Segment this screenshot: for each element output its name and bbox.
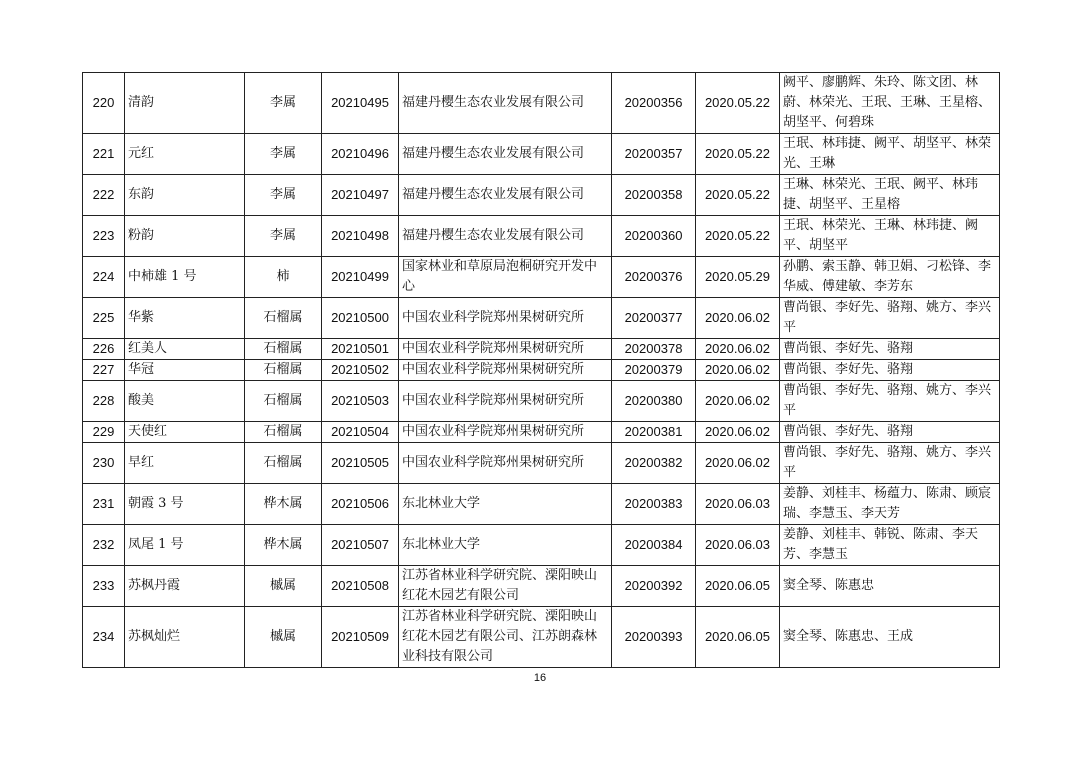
application-number-cell: 20200380 bbox=[612, 381, 696, 422]
variety-name-cell: 元红 bbox=[125, 134, 245, 175]
row-number-cell: 224 bbox=[83, 257, 125, 298]
application-date-cell: 2020.05.29 bbox=[696, 257, 780, 298]
application-date-cell: 2020.05.22 bbox=[696, 175, 780, 216]
row-number-cell: 233 bbox=[83, 566, 125, 607]
owner-cell: 中国农业科学院郑州果树研究所 bbox=[399, 443, 612, 484]
application-date-cell: 2020.05.22 bbox=[696, 73, 780, 134]
table-row bbox=[83, 525, 1000, 566]
owner-cell: 福建丹樱生态农业发展有限公司 bbox=[399, 175, 612, 216]
table-row bbox=[83, 216, 1000, 257]
variety-name-cell: 清韵 bbox=[125, 73, 245, 134]
registration-number-cell: 20210496 bbox=[322, 134, 399, 175]
breeders-cell: 王珉、林荣光、王琳、林玮捷、阙平、胡坚平 bbox=[780, 216, 1000, 257]
owner-cell: 国家林业和草原局泡桐研究开发中心 bbox=[399, 257, 612, 298]
owner-cell: 中国农业科学院郑州果树研究所 bbox=[399, 381, 612, 422]
breeders-cell: 窦全琴、陈惠忠 bbox=[780, 566, 1000, 607]
owner-cell: 中国农业科学院郑州果树研究所 bbox=[399, 360, 612, 381]
genus-cell: 石榴属 bbox=[245, 360, 322, 381]
registration-number-cell: 20210504 bbox=[322, 422, 399, 443]
breeders-cell: 曹尚银、李好先、骆翔 bbox=[780, 360, 1000, 381]
application-number-cell: 20200376 bbox=[612, 257, 696, 298]
table-row bbox=[83, 566, 1000, 607]
registration-number-cell: 20210503 bbox=[322, 381, 399, 422]
row-number-cell: 222 bbox=[83, 175, 125, 216]
registration-number-cell: 20210499 bbox=[322, 257, 399, 298]
genus-cell: 李属 bbox=[245, 175, 322, 216]
registration-number-cell: 20210505 bbox=[322, 443, 399, 484]
row-number-cell: 220 bbox=[83, 73, 125, 134]
owner-cell: 福建丹樱生态农业发展有限公司 bbox=[399, 216, 612, 257]
application-date-cell: 2020.06.02 bbox=[696, 443, 780, 484]
genus-cell: 桦木属 bbox=[245, 484, 322, 525]
owner-cell: 江苏省林业科学研究院、溧阳映山红花木园艺有限公司、江苏朗森林业科技有限公司 bbox=[399, 607, 612, 668]
variety-name-cell: 红美人 bbox=[125, 339, 245, 360]
variety-name-cell: 天使红 bbox=[125, 422, 245, 443]
row-number-cell: 221 bbox=[83, 134, 125, 175]
application-date-cell: 2020.05.22 bbox=[696, 216, 780, 257]
owner-cell: 江苏省林业科学研究院、溧阳映山红花木园艺有限公司 bbox=[399, 566, 612, 607]
registration-number-cell: 20210507 bbox=[322, 525, 399, 566]
table-row bbox=[83, 298, 1000, 339]
application-date-cell: 2020.06.05 bbox=[696, 607, 780, 668]
breeders-cell: 曹尚银、李好先、骆翔、姚方、李兴平 bbox=[780, 381, 1000, 422]
genus-cell: 石榴属 bbox=[245, 339, 322, 360]
variety-name-cell: 苏枫丹霞 bbox=[125, 566, 245, 607]
variety-name-cell: 早红 bbox=[125, 443, 245, 484]
table-row bbox=[83, 422, 1000, 443]
table-row bbox=[83, 134, 1000, 175]
genus-cell: 李属 bbox=[245, 134, 322, 175]
application-number-cell: 20200356 bbox=[612, 73, 696, 134]
application-number-cell: 20200377 bbox=[612, 298, 696, 339]
variety-name-cell: 华冠 bbox=[125, 360, 245, 381]
owner-cell: 福建丹樱生态农业发展有限公司 bbox=[399, 134, 612, 175]
table-row bbox=[83, 257, 1000, 298]
row-number-cell: 227 bbox=[83, 360, 125, 381]
registration-number-cell: 20210508 bbox=[322, 566, 399, 607]
varieties-table bbox=[82, 72, 1000, 668]
row-number-cell: 223 bbox=[83, 216, 125, 257]
table-row bbox=[83, 360, 1000, 381]
application-date-cell: 2020.06.05 bbox=[696, 566, 780, 607]
application-number-cell: 20200379 bbox=[612, 360, 696, 381]
application-number-cell: 20200360 bbox=[612, 216, 696, 257]
application-date-cell: 2020.06.02 bbox=[696, 381, 780, 422]
row-number-cell: 229 bbox=[83, 422, 125, 443]
owner-cell: 中国农业科学院郑州果树研究所 bbox=[399, 339, 612, 360]
breeders-cell: 王琳、林荣光、王珉、阙平、林玮捷、胡坚平、王星榕 bbox=[780, 175, 1000, 216]
breeders-cell: 姜静、刘桂丰、韩锐、陈肃、李天芳、李慧玉 bbox=[780, 525, 1000, 566]
owner-cell: 中国农业科学院郑州果树研究所 bbox=[399, 422, 612, 443]
registration-number-cell: 20210502 bbox=[322, 360, 399, 381]
row-number-cell: 228 bbox=[83, 381, 125, 422]
table-row bbox=[83, 484, 1000, 525]
variety-name-cell: 酸美 bbox=[125, 381, 245, 422]
application-date-cell: 2020.06.03 bbox=[696, 484, 780, 525]
breeders-cell: 曹尚银、李好先、骆翔 bbox=[780, 422, 1000, 443]
variety-name-cell: 苏枫灿烂 bbox=[125, 607, 245, 668]
row-number-cell: 226 bbox=[83, 339, 125, 360]
table-row bbox=[83, 73, 1000, 134]
registration-number-cell: 20210509 bbox=[322, 607, 399, 668]
registration-number-cell: 20210501 bbox=[322, 339, 399, 360]
row-number-cell: 234 bbox=[83, 607, 125, 668]
application-number-cell: 20200392 bbox=[612, 566, 696, 607]
application-date-cell: 2020.05.22 bbox=[696, 134, 780, 175]
genus-cell: 柿 bbox=[245, 257, 322, 298]
application-number-cell: 20200383 bbox=[612, 484, 696, 525]
variety-name-cell: 粉韵 bbox=[125, 216, 245, 257]
row-number-cell: 232 bbox=[83, 525, 125, 566]
genus-cell: 桦木属 bbox=[245, 525, 322, 566]
breeders-cell: 曹尚银、李好先、骆翔 bbox=[780, 339, 1000, 360]
breeders-cell: 孙鹏、索玉静、韩卫娟、刁松锋、李华威、傅建敏、李芳东 bbox=[780, 257, 1000, 298]
table-body bbox=[83, 73, 1000, 668]
variety-name-cell: 凤尾 1 号 bbox=[125, 525, 245, 566]
genus-cell: 李属 bbox=[245, 73, 322, 134]
application-date-cell: 2020.06.02 bbox=[696, 422, 780, 443]
row-number-cell: 231 bbox=[83, 484, 125, 525]
table-row bbox=[83, 381, 1000, 422]
genus-cell: 石榴属 bbox=[245, 443, 322, 484]
variety-name-cell: 东韵 bbox=[125, 175, 245, 216]
variety-name-cell: 中柿雄 1 号 bbox=[125, 257, 245, 298]
application-number-cell: 20200393 bbox=[612, 607, 696, 668]
genus-cell: 槭属 bbox=[245, 566, 322, 607]
application-date-cell: 2020.06.02 bbox=[696, 339, 780, 360]
genus-cell: 石榴属 bbox=[245, 422, 322, 443]
breeders-cell: 王珉、林玮捷、阙平、胡坚平、林荣光、王琳 bbox=[780, 134, 1000, 175]
application-number-cell: 20200357 bbox=[612, 134, 696, 175]
genus-cell: 石榴属 bbox=[245, 298, 322, 339]
row-number-cell: 225 bbox=[83, 298, 125, 339]
owner-cell: 中国农业科学院郑州果树研究所 bbox=[399, 298, 612, 339]
owner-cell: 福建丹樱生态农业发展有限公司 bbox=[399, 73, 612, 134]
table-row bbox=[83, 607, 1000, 668]
row-number-cell: 230 bbox=[83, 443, 125, 484]
owner-cell: 东北林业大学 bbox=[399, 484, 612, 525]
breeders-cell: 曹尚银、李好先、骆翔、姚方、李兴平 bbox=[780, 298, 1000, 339]
genus-cell: 槭属 bbox=[245, 607, 322, 668]
breeders-cell: 阙平、廖鹏辉、朱玲、陈文团、林蔚、林荣光、王珉、王琳、王星榕、胡坚平、何碧珠 bbox=[780, 73, 1000, 134]
breeders-cell: 姜静、刘桂丰、杨蕴力、陈肃、顾宸瑞、李慧玉、李天芳 bbox=[780, 484, 1000, 525]
application-number-cell: 20200378 bbox=[612, 339, 696, 360]
genus-cell: 石榴属 bbox=[245, 381, 322, 422]
genus-cell: 李属 bbox=[245, 216, 322, 257]
registration-number-cell: 20210497 bbox=[322, 175, 399, 216]
application-date-cell: 2020.06.02 bbox=[696, 360, 780, 381]
table-row bbox=[83, 443, 1000, 484]
application-date-cell: 2020.06.02 bbox=[696, 298, 780, 339]
registration-number-cell: 20210500 bbox=[322, 298, 399, 339]
registration-number-cell: 20210498 bbox=[322, 216, 399, 257]
application-number-cell: 20200382 bbox=[612, 443, 696, 484]
breeders-cell: 窦全琴、陈惠忠、王成 bbox=[780, 607, 1000, 668]
owner-cell: 东北林业大学 bbox=[399, 525, 612, 566]
breeders-cell: 曹尚银、李好先、骆翔、姚方、李兴平 bbox=[780, 443, 1000, 484]
table-row bbox=[83, 175, 1000, 216]
application-number-cell: 20200381 bbox=[612, 422, 696, 443]
table-row bbox=[83, 339, 1000, 360]
application-date-cell: 2020.06.03 bbox=[696, 525, 780, 566]
registration-number-cell: 20210506 bbox=[322, 484, 399, 525]
application-number-cell: 20200384 bbox=[612, 525, 696, 566]
registration-number-cell: 20210495 bbox=[322, 73, 399, 134]
variety-name-cell: 华紫 bbox=[125, 298, 245, 339]
page-number: 16 bbox=[533, 672, 547, 684]
application-number-cell: 20200358 bbox=[612, 175, 696, 216]
variety-name-cell: 朝霞 3 号 bbox=[125, 484, 245, 525]
